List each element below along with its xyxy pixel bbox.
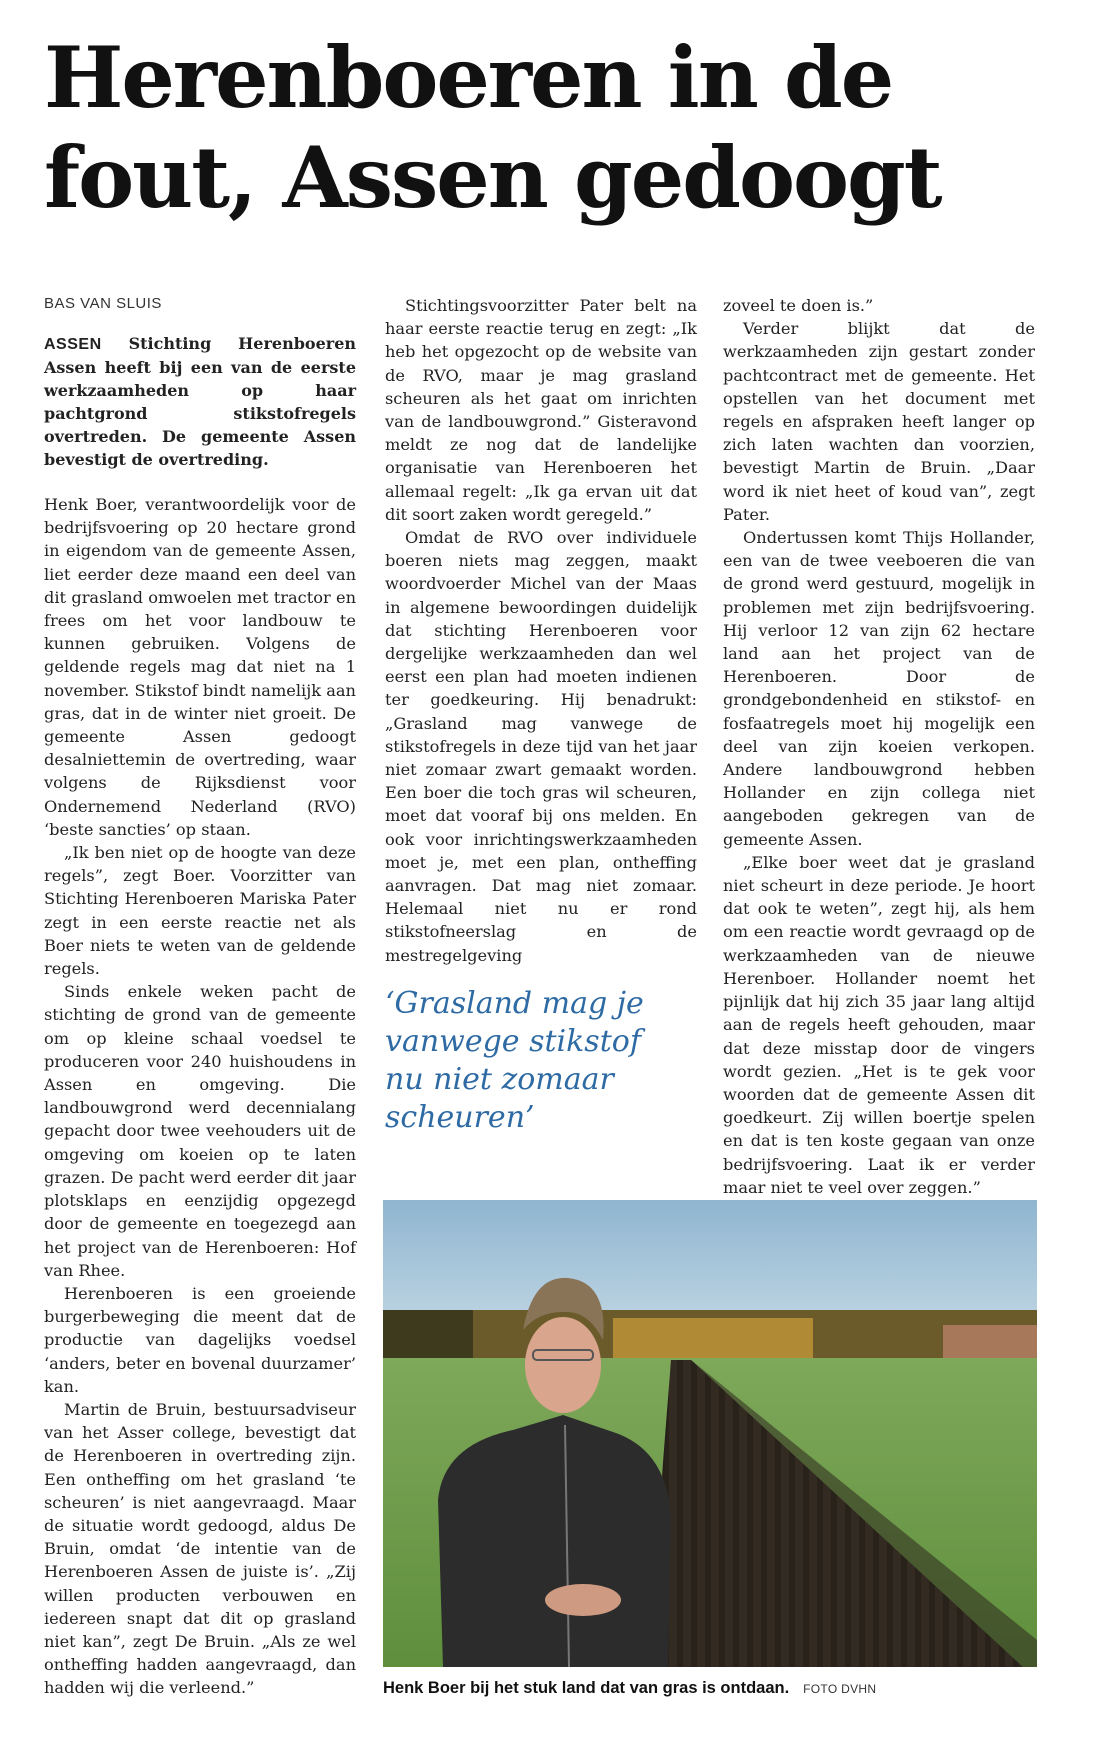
photo-caption: [383, 1679, 876, 1698]
body-paragraph: Stichtingsvoorzitter Pater belt na haar eerste reactie terug en zegt: „Ik heb het opgezocht op de website van de RVO, maar je mag grasland scheuren als het gaat om inrichten van de landbouwgrond.” Gisteravond meldt ze nog dat de landelijke organisatie van Herenboeren het allemaal regelt: „Ik ga ervan uit dat dit soort zaken wordt geregeld.”: [385, 296, 697, 524]
headline: Herenboeren in de fout, Assen gedoogt: [44, 28, 941, 227]
pull-quote: ‘Grasland mag je vanwege stikstof nu niet zomaar scheuren’: [385, 986, 644, 1135]
photo-credit: FOTO DVHN: [803, 1682, 877, 1696]
dateline: ASSEN: [44, 336, 102, 353]
body-paragraph: Ondertussen komt Thijs Hollander, een van de twee veeboeren die van de grond werd gestuurd, mogelijk in problemen met zijn bedrijfsvoering. Hij verloor 12 van zijn 62 hectare land aan het project van de Herenboeren. Door de grondgebondenheid en stikstof- en fosfaatregels moet hij mogelijk een deel van zijn koeien verkopen. Andere landbouwgrond hebben Hollander en zijn collega niet aangeboden gekregen van de gemeente Assen.: [723, 528, 1035, 849]
lead-text: Stichting Herenboeren Assen heeft bij een van de eerste werkzaamheden op haar pachtgrond stikstofregels overtreden. De gemeente Assen bevestigt de overtreding.: [44, 334, 356, 469]
article-column-1: [44, 294, 356, 1700]
lead-paragraph: [44, 332, 356, 471]
body-paragraph: Verder blijkt dat de werkzaamheden zijn gestart zonder pachtcontract met de gemeente. Het opstellen van het document met regels en afspraken heeft langer op zich laten wachten dan voorzien, bevestigt Martin de Bruin. „Daar word ik niet heet of koud van”, zegt Pater.: [723, 319, 1035, 524]
caption-text: Henk Boer bij het stuk land dat van gras is ontdaan.: [383, 1679, 790, 1697]
body-paragraph: Omdat de RVO over individuele boeren niets mag zeggen, maakt woordvoerder Michel van der Maas in algemene bewoordingen duidelijk dat stichting Herenboeren voor dergelijke werkzaamheden dan wel eerst een plan had moeten indienen ter goedkeuring. Hij benadrukt: „Grasland mag vanwege de stikstofregels in deze tijd van het jaar niet zomaar zwart gemaakt worden. Een boer die toch gras wil scheuren, moet dat vooraf bij ons melden. En ook voor inrichtingswerkzaamheden moet je, met een plan, ontheffing aanvragen. Dat mag niet zomaar. Helemaal niet nu er rond stikstofneerslag en de mestregelgeving: [385, 528, 697, 965]
body-paragraph: „Ik ben niet op de hoogte van deze regels”, zegt Boer. Voorzitter van Stichting Herenboeren Mariska Pater zegt in een eerste reactie net als Boer niets te weten van de geldende regels.: [44, 843, 356, 979]
article-column-2: [385, 294, 697, 967]
photo-illustration: [383, 1200, 1037, 1667]
byline: BAS VAN SLUIS: [44, 295, 162, 312]
body-paragraph: Herenboeren is een groeiende burgerbeweging die meent dat de productie van dagelijks voedsel ‘anders, beter en bovenal duurzamer’ kan.: [44, 1283, 356, 1396]
body-paragraph: „Elke boer weet dat je grasland niet scheurt in deze periode. Je hoort dat ook te weten”, zegt hij, als hem om een reactie wordt gevraagd op de werkzaamheden van de nieuwe Herenboer. Hollander noemt het pijnlijk dat hij zich 35 jaar lang altijd aan de regels heeft gehouden, maar dat deze misstap door de vingers wordt gezien. „Het is te gek voor woorden dat de gemeente Assen dit goedkeurt. Zij willen boertje spelen en dat is ten koste gegaan van onze bedrijfsvoering. Laat ik er verder maar niet te veel over zeggen.”: [723, 852, 1035, 1197]
article-photo: [383, 1200, 1037, 1667]
body-paragraph: zoveel te doen is.”: [723, 296, 874, 315]
article-column-3: [723, 294, 1035, 1199]
body-paragraph: Henk Boer, verantwoordelijk voor de bedrijfsvoering op 20 hectare grond in eigendom van de gemeente Assen, liet eerder deze maand een deel van dit grasland omwoelen met tractor en frees om het voor landbouw te kunnen gebruiken. Volgens de geldende regels mag dat niet na 1 november. Stikstof bindt namelijk aan gras, dat in de winter niet groeit. De gemeente Assen gedoogt desalniettemin de overtreding, waar volgens de Rijksdienst voor Ondernemend Nederland (RVO) ‘beste sancties’ op staan.: [44, 495, 356, 839]
body-paragraph: Martin de Bruin, bestuursadviseur van het Asser college, bevestigt dat de Herenboeren in overtreding zijn. Een ontheffing om het grasland ‘te scheuren’ is niet aangevraagd. Maar de situatie wordt gedoogd, aldus De Bruin, omdat ‘de intentie van de Herenboeren Assen de juiste is’. „Zij willen producten verbouwen en iedereen snapt dat dit op grasland niet kan”, zegt De Bruin. „Als ze wel ontheffing hadden aangevraagd, dan hadden wij die verleend.”: [44, 1399, 356, 1698]
body-paragraph: Sinds enkele weken pacht de stichting de grond van de gemeente om op kleine schaal voedsel te produceren voor 240 huishoudens in Assen en omgeving. Die landbouwgrond werd decennialang gepacht door twee veehouders uit de omgeving om koeien op te laten grazen. De pacht werd eerder dit jaar plotsklaps en eenzijdig opgezegd door de gemeente en toegezegd aan het project van de Herenboeren: Hof van Rhee.: [44, 982, 356, 1280]
